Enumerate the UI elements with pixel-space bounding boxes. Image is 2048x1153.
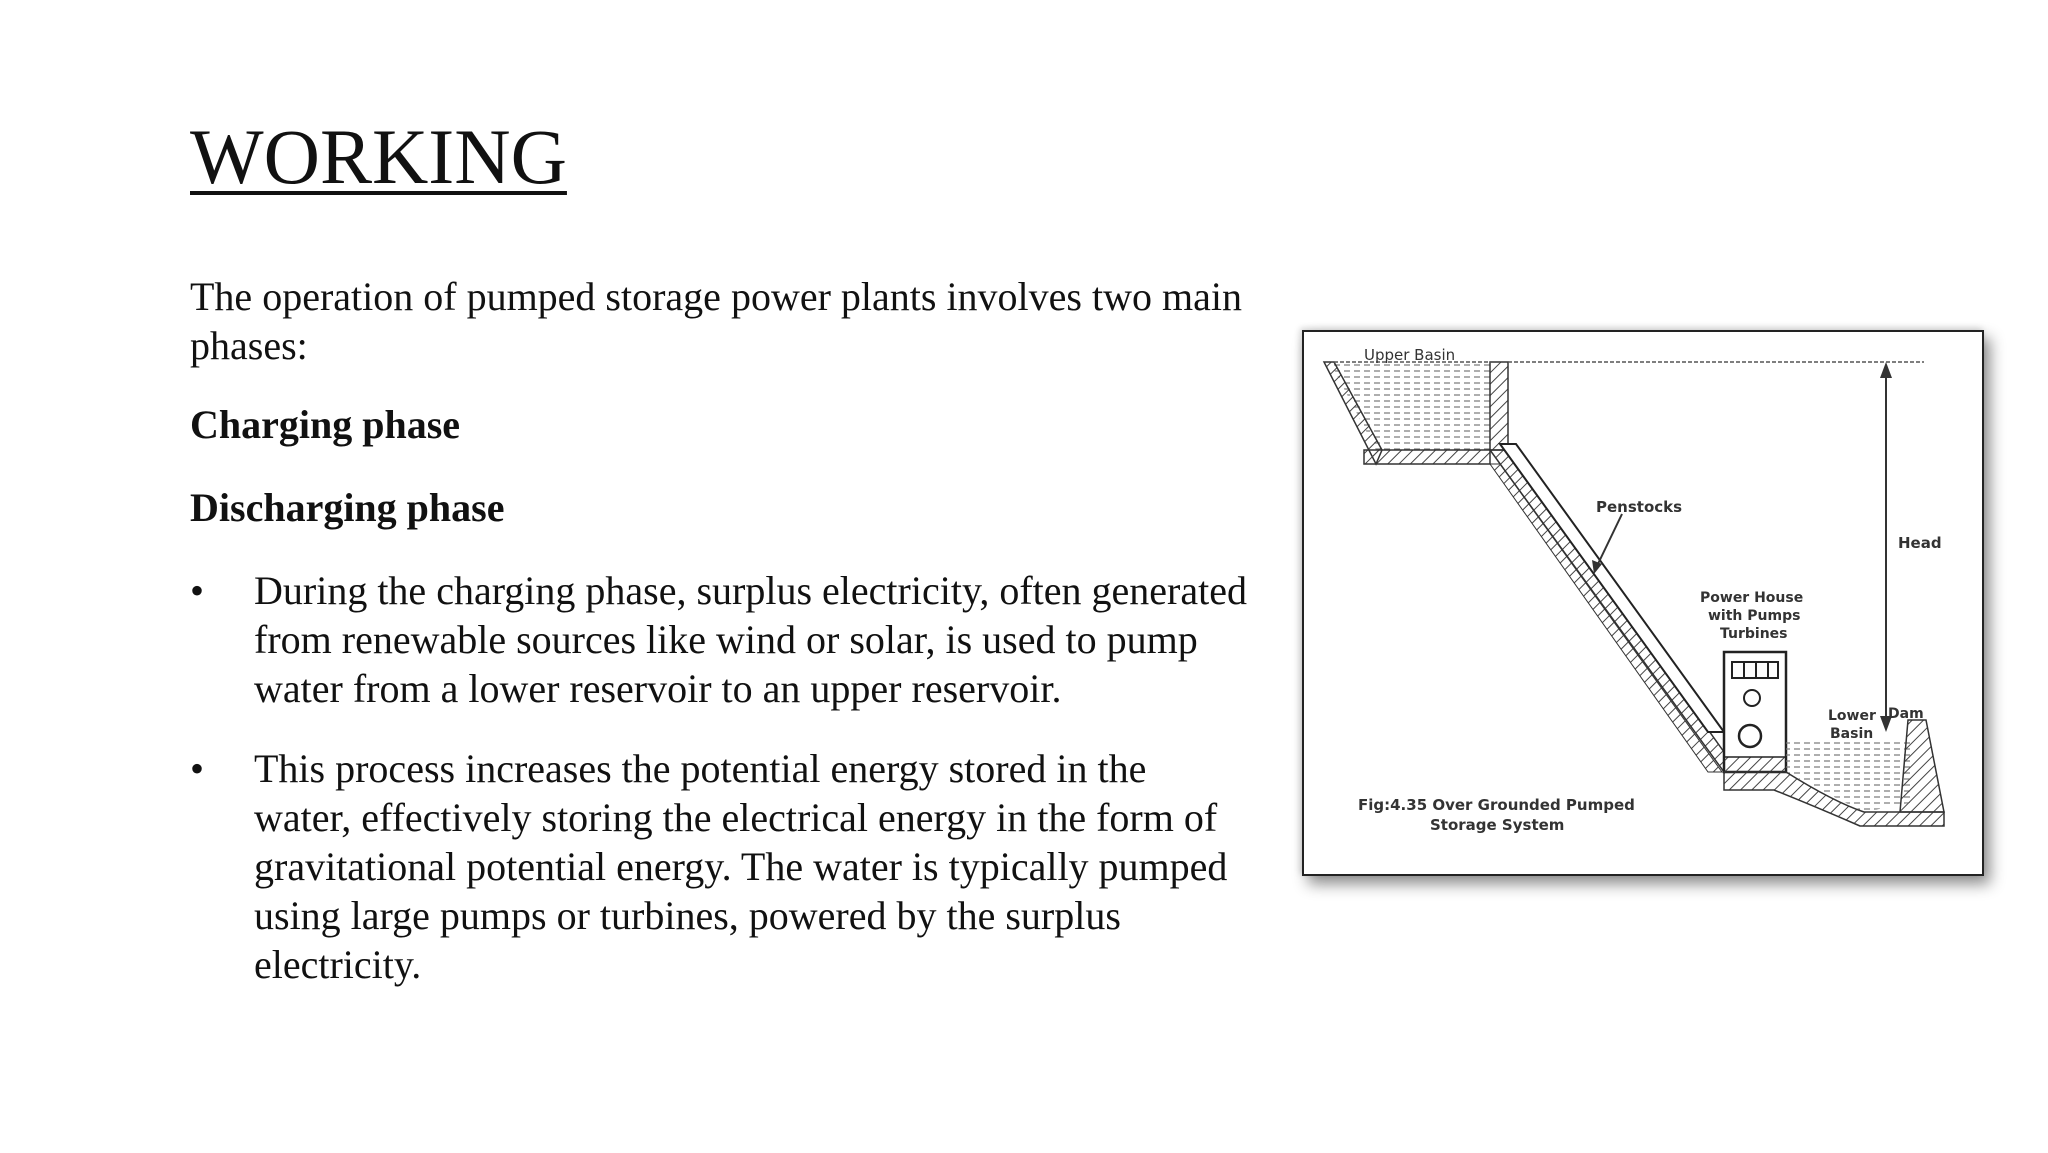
page-title: WORKING (190, 113, 567, 200)
bullet-icon: • (190, 746, 205, 791)
discharging-phase-heading: Discharging phase (190, 485, 505, 530)
dam-label: Dam (1888, 706, 1924, 722)
bullet-text: This process increases the potential energy stored in the water, effectively storing the electrical energy in the form of gravitational potential energy. The water is typically pumped using large pumps or turbines, powered by the surplus electricity. (254, 746, 1228, 987)
bullet-list (190, 566, 1250, 989)
penstock-pipe (1500, 444, 1724, 732)
upper-basin-label: Upper Basin (1364, 346, 1456, 364)
bullet-text: During the charging phase, surplus electricity, often generated from renewable sources like wind or solar, is used to pump water from a lower reservoir to an upper reservoir. (254, 568, 1247, 711)
list-item (190, 566, 1250, 713)
head-label: Head (1898, 534, 1942, 552)
penstocks-label: Penstocks (1596, 498, 1683, 516)
bullet-icon: • (190, 568, 205, 613)
power-house-label: with Pumps (1708, 608, 1801, 624)
intro-text: The operation of pumped storage power plants involves two main phases: (190, 274, 1242, 368)
power-house-label: Power House (1700, 590, 1804, 606)
lower-basin-label: Basin (1830, 726, 1874, 742)
slide-content (190, 272, 1250, 1020)
figure-caption: Storage System (1430, 816, 1565, 834)
figure-caption: Fig:4.35 Over Grounded Pumped (1358, 796, 1635, 814)
pumped-storage-diagram (1302, 330, 1984, 876)
lower-basin-label: Lower (1828, 708, 1876, 724)
power-house-label: Turbines (1720, 626, 1788, 642)
charging-phase-heading: Charging phase (190, 402, 461, 447)
list-item (190, 744, 1250, 989)
dam (1900, 720, 1944, 812)
